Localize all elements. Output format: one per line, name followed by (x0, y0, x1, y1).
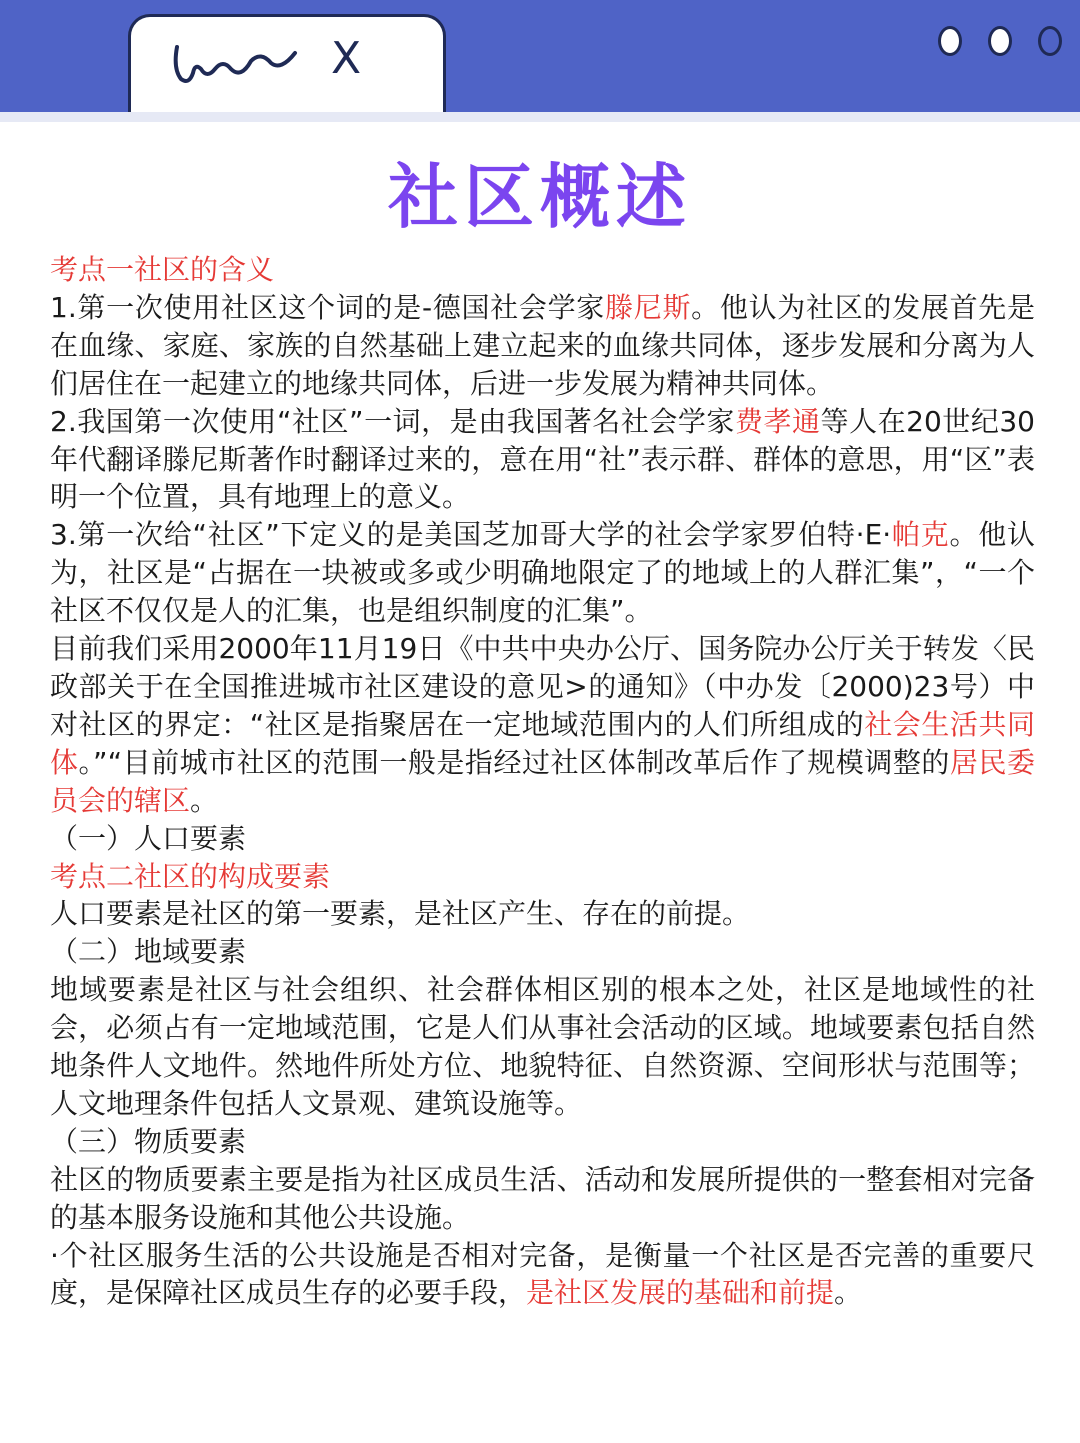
page-title: 社区概述 (388, 156, 692, 238)
highlight-fei-xiaotong: 费孝通 (734, 404, 821, 438)
document-body (50, 251, 1035, 1312)
paragraph-7: 社区的物质要素主要是指为社区成员生活、活动和发展所提供的一整套相对完备的基本服务设施和其他公共设施。 (50, 1162, 1035, 1234)
highlight-park: 帕克 (891, 518, 950, 552)
section-heading-2: 考点二社区的构成要素 (50, 859, 331, 893)
highlight-tonnies: 滕尼斯 (605, 290, 692, 324)
window-dot-icon[interactable] (988, 26, 1012, 56)
browser-tab[interactable] (128, 14, 446, 112)
window-dot-icon[interactable] (1038, 26, 1062, 56)
paragraph-8: ·个社区服务生活的公共设施是否相对完备，是衡量一个社区是否完善的重要尺度，是保障社区成员生存的必要手段，是社区发展的基础和前提。 (50, 1238, 1035, 1310)
handwriting-scribble-icon (171, 39, 311, 89)
section-heading-1: 考点一社区的含义 (50, 253, 275, 286)
browser-top-bar (0, 0, 1080, 122)
highlight-residents-committee: 居民委员会的辖区 (50, 745, 1035, 817)
paragraph-5: 人口要素是社区的第一要素，是社区产生、存在的前提。 (50, 897, 751, 931)
subheading-population: （一）人口要素 (50, 821, 247, 855)
close-icon[interactable]: X (331, 33, 362, 84)
highlight-foundation: 是社区发展的基础和前提 (526, 1276, 835, 1310)
highlight-social-community: 社会生活共同体 (50, 707, 1035, 779)
subheading-territory: （二）地域要素 (50, 935, 247, 969)
subheading-material: （三）物质要素 (50, 1124, 247, 1158)
paragraph-2: 2.我国第一次使用“社区”一词，是由我国著名社会学家费孝通等人在20世纪30年代翻译滕尼斯著作时翻译过来的，意在用“社”表示群、群体的意思，用“区”表明一个位置，具有地理上的意义。 (50, 404, 1035, 514)
paragraph-1: 1.第一次使用社区这个词的是-德国社会学家滕尼斯。他认为社区的发展首先是在血缘、家庭、家族的自然基础上建立起来的血缘共同体，逐步发展和分离为人们居住在一起建立的地缘共同体，后进一步发展为精神共同体。 (50, 290, 1035, 400)
window-dot-icon[interactable] (938, 26, 962, 56)
paragraph-6: 地域要素是社区与社会组织、社会群体相区别的根本之处，社区是地域性的社会，必须占有一定地域范围，它是人们从事社会活动的区域。地域要素包括自然地条件人文地件。然地件所处方位、地貌特征、自然资源、空间形状与范围等；人文地理条件包括人文景观、建筑设施等。 (50, 973, 1035, 1120)
paragraph-3: 3.第一次给“社区”下定义的是美国芝加哥大学的社会学家罗伯特·E·帕克。他认为，社区是“占据在一块被或多或少明确地限定了的地域上的人群汇集”，“一个社区不仅仅是人的汇集，也是组织制度的汇集”。 (50, 518, 1035, 628)
paragraph-4: 目前我们采用2000年11月19日《中共中央办公厅、国务院办公厅关于转发〈民政部关于在全国推进城市社区建设的意见>的通知》（中办发〔2000)23号）中对社区的界定：“社区是指聚居在一定地域范围内的人们所组成的社会生活共同体。”“目前城市社区的范围一般是指经过社区体制改革后作了规模调整的居民委员会的辖区。 (50, 632, 1035, 817)
window-controls (938, 26, 1062, 56)
